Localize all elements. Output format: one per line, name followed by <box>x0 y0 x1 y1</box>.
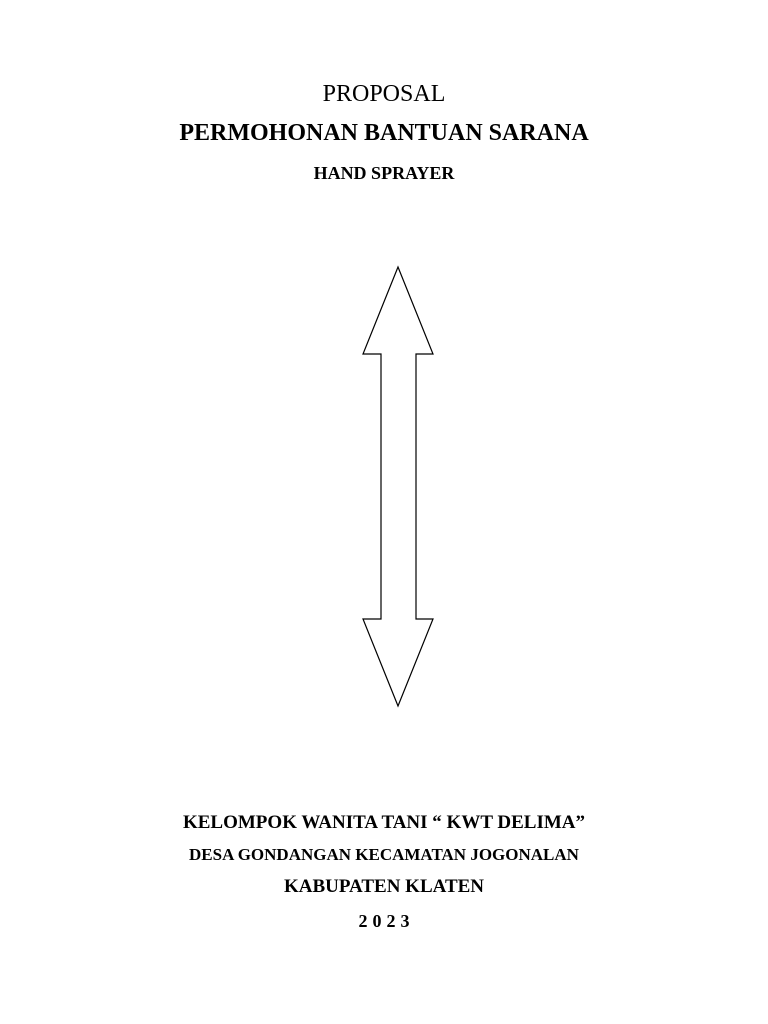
regency-line: KABUPATEN KLATEN <box>283 876 485 897</box>
document-type-heading: PROPOSAL <box>322 81 446 107</box>
village-line: DESA GONDANGAN KECAMATAN JOGONALAN <box>189 845 579 864</box>
group-name: KELOMPOK WANITA TANI “ KWT DELIMA” <box>182 812 586 833</box>
double-headed-arrow-icon <box>360 265 436 709</box>
arrow-shape <box>363 267 433 706</box>
document-subtitle: HAND SPRAYER <box>313 163 455 183</box>
document-title: PERMOHONAN BANTUAN SARANA <box>179 120 589 146</box>
year-line: 2023 <box>358 911 415 931</box>
